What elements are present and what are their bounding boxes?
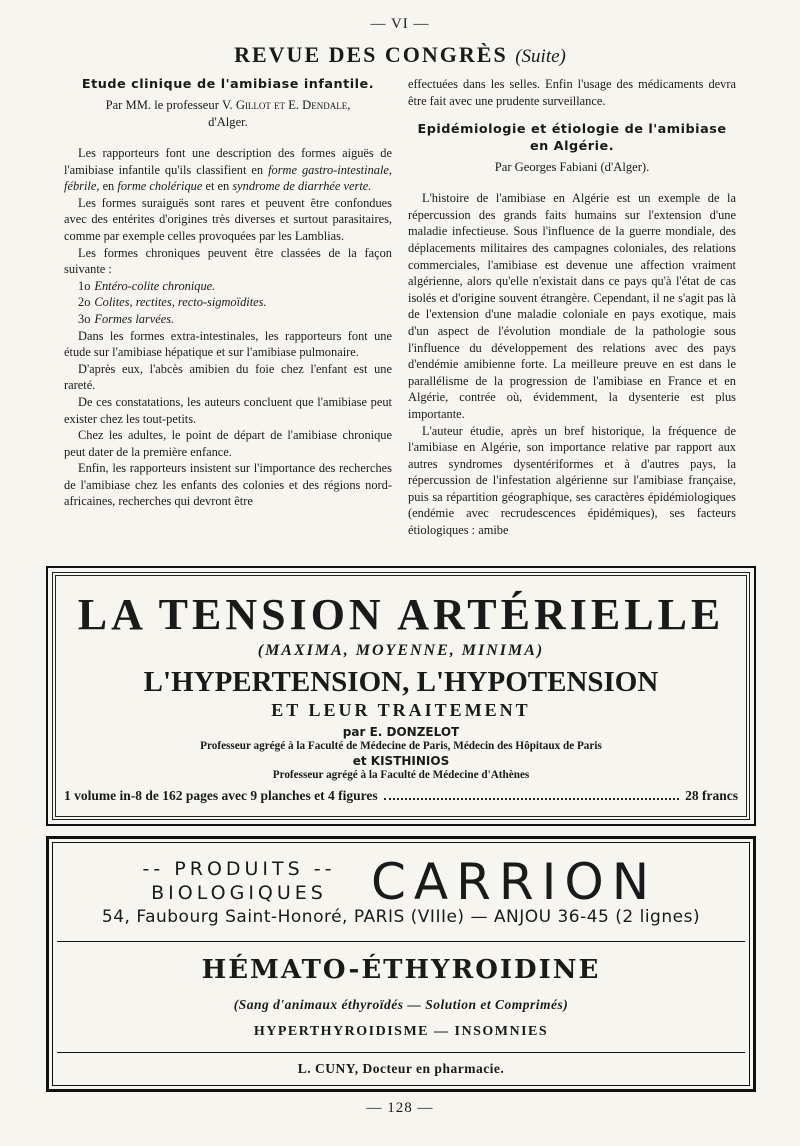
paragraph xyxy=(64,145,392,195)
article-title-clinique: Etude clinique de l'amibiase infantile. xyxy=(81,77,375,92)
paragraph: Chez les adultes, le point de départ de l'amibiase chronique peut dater de la première enfance. xyxy=(64,428,392,459)
left-column xyxy=(64,76,392,510)
ad-book-subtitle: (MAXIMA, MOYENNE, MINIMA) xyxy=(257,642,545,659)
paragraph: Les formes chroniques peuvent être classées de la façon suivante : xyxy=(64,245,392,277)
list-item xyxy=(78,278,392,295)
right-column xyxy=(408,76,736,539)
text-run-italic: forme cholérique xyxy=(117,179,203,194)
carrion-product-name: HÉMATO-ÉTHYROIDINE xyxy=(201,955,601,985)
carrion-advertisement xyxy=(46,836,756,1092)
list-item xyxy=(78,311,392,328)
list-number: 1o xyxy=(78,278,91,293)
ad-book-title: LA TENSION ARTÉRIELLE xyxy=(77,590,725,639)
text-run-italic: syndrome de diarrhée verte. xyxy=(232,179,372,194)
ad-book-title3: ET LEUR TRAITEMENT xyxy=(271,700,531,720)
paragraph: L'histoire de l'amibiase en Algérie est un exemple de la répercussion des grands faits humains sur l'extension d'une maladie infectieuse. Sous l'influence de la guerre mondiale, des déplacements militaires des campagnes coloniales, des relations commerciales, l'amibiase est devenue une affection vraiment algérienne, alors qu'elle n'existait dans ce pays qu'à l'état de cas isolés et d'origine souvent étrangère. Cependant, il ne s'agit pas là de l'extension d'une maladie coloniale en pays exotique, mais d'un aspect de l'évolution mondiale de la pathologie sous l'influence du développement des relations avec des pays d'endémie amibienne forte. La meilleure preuve en est dans le parallélisme de la progression de l'amibiase en France et en Algérie, contrée où, évidemment, la dysenterie est plus importante. xyxy=(408,191,736,421)
ad-book-affiliation2: Professeur agrégé à la Faculté de Médecine d'Athènes xyxy=(272,769,530,781)
leader-dots xyxy=(384,798,680,800)
paragraph: Dans les formes extra-intestinales, les rapporteurs font une étude sur l'amibiase hépatique et sur l'amibiase pulmonaire. xyxy=(64,328,392,360)
page-number: — 128 — xyxy=(366,1100,434,1116)
list-text: Colites, rectites, recto-sigmoïdites. xyxy=(94,295,267,310)
carrion-header xyxy=(49,853,753,913)
list-number: 3o xyxy=(78,311,91,326)
carrion-produits xyxy=(109,857,369,905)
byline-authors: V. Gillot et E. Dendale, xyxy=(222,98,351,112)
carrion-pharmacist: L. CUNY, Docteur en pharmacie. xyxy=(297,1061,505,1076)
paragraph-continued: effectuées dans les selles. Enfin l'usage des médicaments devra être fait avec une prudente surveillance. xyxy=(408,77,736,108)
chronic-forms-list xyxy=(64,278,392,328)
text-run: en xyxy=(102,179,115,194)
text-run-italic: forme gastro-intestinale, fébrile, xyxy=(64,162,393,194)
book-advertisement xyxy=(46,566,756,826)
ad-book-author2: et KISTHINIOS xyxy=(352,754,450,768)
list-number: 2o xyxy=(78,295,91,310)
paragraph: L'auteur étudie, après un bref historique, la fréquence de l'amibiase en Algérie, son importance relative par rapport aux autres syndromes dysentériformes et à d'autres pays, la répercussion de l'infestation algérienne sur l'amibiase française, puis sa répartition géographique, ses caractères épidémiologiques (endémie avec recrudescences épidémiques), ses facteurs étiologiques : amibe xyxy=(408,423,736,538)
ad-book-title2: L'HYPERTENSION, L'HYPOTENSION xyxy=(143,666,659,698)
divider xyxy=(57,1052,745,1053)
paragraph: D'après eux, l'abcès amibien du foie chez l'enfant est une rareté. xyxy=(64,361,392,393)
list-text: Entéro-colite chronique. xyxy=(94,278,216,293)
article-byline-fabiani: Par Georges Fabiani (d'Alger). xyxy=(494,160,650,175)
section-title xyxy=(0,42,800,68)
carrion-indications: HYPERTHYROIDISME — INSOMNIES xyxy=(253,1024,549,1039)
ad-book-author1: par E. DONZELOT xyxy=(342,725,460,739)
text-run: et en xyxy=(205,179,230,194)
carrion-brand: CARRION xyxy=(371,853,658,911)
ad-book-volume: 1 volume in-8 de 162 pages avec 9 planches et 4 figures xyxy=(64,788,378,803)
ad-book-footer xyxy=(60,788,742,804)
page-number-roman: — VI — xyxy=(370,16,430,32)
list-item xyxy=(78,294,392,311)
text-run: Les rapporteurs font une description des formes aiguës de l'amibiase infantile qu'ils classifient en xyxy=(64,146,392,177)
section-title-text: REVUE DES CONGRÈS xyxy=(234,42,508,67)
byline-location: d'Alger. xyxy=(208,115,248,129)
produits-line: -- PRODUITS -- xyxy=(142,858,336,880)
biologiques-line: BIOLOGIQUES xyxy=(151,882,327,904)
paragraph: Les formes suraiguës sont rares et peuvent être confondues avec des entérites d'origines très diverses et surtout parasitaires, comme par exemple celles provoquées par les Lamblias. xyxy=(64,195,392,243)
article-title-epidemiologie: Epidémiologie et étiologie de l'amibiase en Algérie. xyxy=(417,122,727,155)
paragraph: De ces constatations, les auteurs concluent que l'amibiase peut exister chez les tout-petits. xyxy=(64,394,392,426)
section-suite: (Suite) xyxy=(515,46,566,67)
byline-prefix: Par MM. le professeur xyxy=(105,98,219,112)
carrion-product-description: (Sang d'animaux éthyroïdés — Solution et Comprimés) xyxy=(233,997,569,1012)
article-byline-gillot xyxy=(64,97,392,131)
divider xyxy=(57,941,745,942)
list-text: Formes larvées. xyxy=(94,311,175,326)
carrion-address: 54, Faubourg Saint-Honoré, PARIS (VIIIe) — ANJOU 36-45 (2 lignes) xyxy=(101,907,701,927)
ad-book-affiliation1: Professeur agrégé à la Faculté de Médecine de Paris, Médecin des Hôpitaux de Paris xyxy=(200,740,602,752)
ad-book-price: 28 francs xyxy=(685,788,738,803)
paragraph: Enfin, les rapporteurs insistent sur l'importance des recherches de l'amibiase chez les enfants des colonies et des régions nord-africaines, recherches qui devront être xyxy=(64,461,392,509)
